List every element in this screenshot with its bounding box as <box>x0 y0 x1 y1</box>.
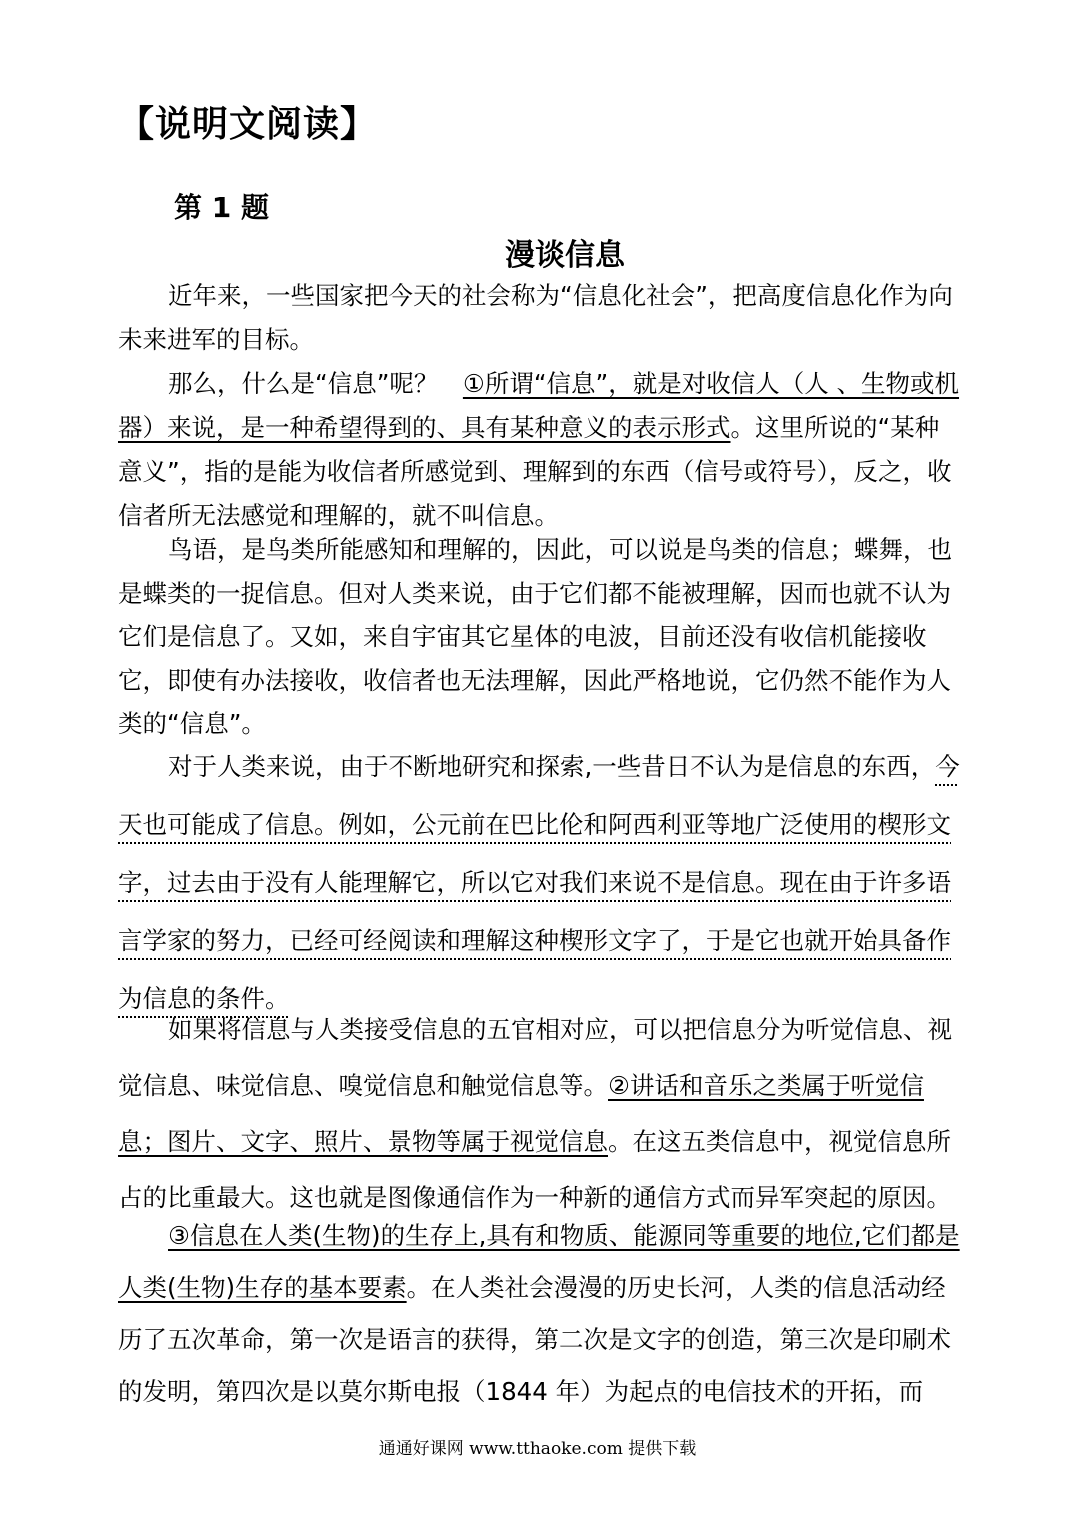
paragraph-2-text-a: 那么，什么是“信息”呢？ <box>168 369 463 398</box>
paragraph-6 <box>118 1210 960 1418</box>
paragraph-6-text-b: 。在人类社会漫漫的历史长河，人类的信息活动经历了五次革命，第一次是语言的获得，第二次是文字的创造，第三次是印刷术的发明，第四次是以莫尔斯电报（1844 年）为起点的电信技术的开拓，而 <box>118 1273 951 1406</box>
paragraph-2 <box>118 362 960 538</box>
paragraph-4-text-a: 对于人类来说，由于不断地研究和探索,一些昔日不认为是信息的东西， <box>168 752 936 781</box>
underlined-sentence-1: ①所谓“信息”，就是对收信人（人 、生物或机器）来说，是一种希望得到的、具有某种意义的表示形式 <box>118 369 960 442</box>
paragraph-5-text-b: 。在这五类信息中，视觉信息所占的比重最大。这也就是图像通信作为一种新的通信方式而异军突起的原因。 <box>118 1127 951 1212</box>
paragraph-3: 鸟语，是鸟类所能感知和理解的，因此，可以说是鸟类的信息；蝶舞，也是蝶类的一捉信息。但对人类来说，由于它们都不能被理解，因而也就不认为它们是信息了。又如，来自宇宙其它星体的电波，目前还没有收信机能接收它，即使有办法接收，收信者也无法理解，因此严格地说，它仍然不能作为人类的“信息”。 <box>118 535 952 738</box>
article-title: 漫谈信息 <box>505 238 625 273</box>
underlined-sentence-2: ②讲话和音乐之类属于听觉信息；图片、文字、照片、景物等属于视觉信息 <box>118 1071 924 1156</box>
footer-download-note: 通通好课网 www.tthaoke.com 提供下载 <box>378 1439 697 1459</box>
underlined-sentence-3: ③信息在人类(生物)的生存上,具有和物质、能源同等重要的地位,它们都是人类(生物)生存的基本要素 <box>118 1221 960 1302</box>
paragraph-1: 近年来，一些国家把今天的社会称为“信息化社会”，把高度信息化作为向未来进军的目标。 <box>118 281 953 354</box>
dotted-underlined-passage: 今天也可能成了信息。例如，公元前在巴比伦和阿西利亚等地广泛使用的楔形文字，过去由于没有人能理解它，所以它对我们来说不是信息。现在由于许多语言学家的努力，已经可经阅读和理解这种楔形文字了，于是它也就开始具备作为信息的条件。 <box>118 752 960 1013</box>
paragraph-4 <box>118 738 960 1028</box>
paragraph-5-text-a: 如果将信息与人类接受信息的五官相对应，可以把信息分为听觉信息、视觉信息、味觉信息、嗅觉信息和触觉信息等。 <box>118 1015 952 1100</box>
question-number: 第 1 题 <box>174 191 269 224</box>
paragraph-5 <box>118 1002 960 1226</box>
section-title: 【说明文阅读】 <box>118 104 378 145</box>
paragraph-2-text-b: 。这里所说的“某种意义”，指的是能为收信者所感觉到、理解到的东西（信号或符号），反之，收信者所无法感觉和理解的，就不叫信息。 <box>118 413 952 530</box>
